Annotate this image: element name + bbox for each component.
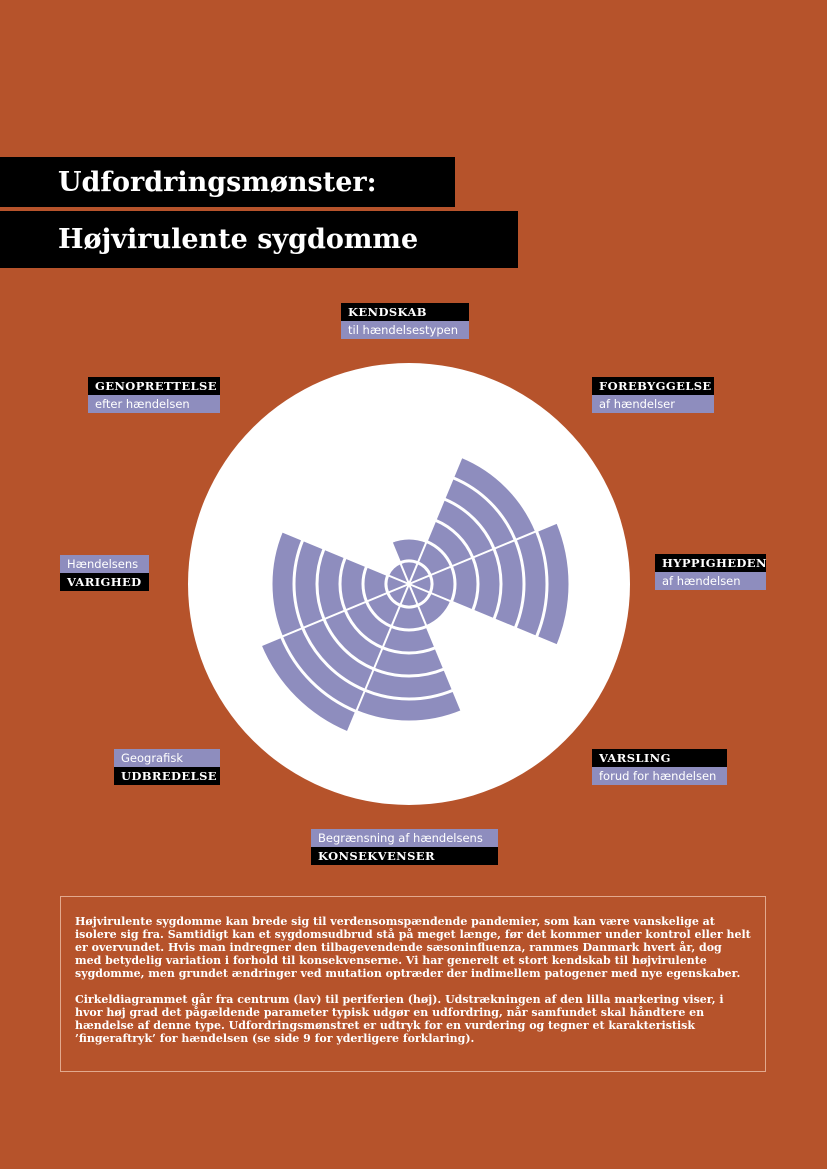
label-udbredelse	[114, 749, 220, 785]
label-udbredelse-top: Geografisk	[114, 749, 220, 767]
label-forebyggelse	[592, 377, 714, 413]
label-forebyggelse-bottom: af hændelser	[592, 395, 714, 413]
label-varighed	[60, 555, 149, 591]
description-paragraph-1: Højvirulente sygdomme kan brede sig til verdensomspændende pandemier, som kan være vanskelige at isolere sig fra. Samtidigt kan et sygdomsudbrud stå på meget længe, før det kommer under kontrol eller helt er overvundet. Hvis man indregner den tilbagevendende sæsoninfluenza, rammes Danmark hvert år, dog med betydelig variation i forhold til konsekvenserne. Vi har generelt et stort kendskab til højvirulente sygdomme, men grundet ændringer ved mutation optræder der indimellem patogener med nye egenskaber.	[75, 915, 751, 980]
label-varsling-top: VARSLING	[592, 749, 727, 767]
label-hyppigheden-bottom: af hændelsen	[655, 572, 766, 590]
label-hyppigheden	[655, 554, 766, 590]
title-line-1: Udfordringsmønster:	[0, 157, 455, 207]
label-varsling-bottom: forud for hændelsen	[592, 767, 727, 785]
label-kendskab	[341, 303, 469, 339]
label-kendskab-top: KENDSKAB	[341, 303, 469, 321]
label-genoprettelse-top: GENOPRETTELSE	[88, 377, 220, 395]
label-forebyggelse-top: FOREBYGGELSE	[592, 377, 714, 395]
label-konsekvenser-top: Begrænsning af hændelsens	[311, 829, 498, 847]
label-varsling	[592, 749, 727, 785]
label-varighed-bottom: VARIGHED	[60, 573, 149, 591]
label-kendskab-bottom: til hændelsestypen	[341, 321, 469, 339]
title-line-2: Højvirulente sygdomme	[0, 211, 518, 268]
label-varighed-top: Hændelsens	[60, 555, 149, 573]
label-konsekvenser-bottom: KONSEKVENSER	[311, 847, 498, 865]
label-hyppigheden-top: HYPPIGHEDEN	[655, 554, 766, 572]
label-konsekvenser	[311, 829, 498, 865]
description-box	[60, 896, 766, 1072]
label-genoprettelse-bottom: efter hændelsen	[88, 395, 220, 413]
label-udbredelse-bottom: UDBREDELSE	[114, 767, 220, 785]
label-genoprettelse	[88, 377, 220, 413]
description-paragraph-2: Cirkeldiagrammet går fra centrum (lav) til periferien (høj). Udstrækningen af den lilla markering viser, i hvor høj grad det pågældende parameter typisk udgør en udfordring, når samfundet skal håndtere en hændelse af denne type. Udfordringsmønstret er udtryk for en vurdering og tegner et karakteristisk ’fingeraftryk’ for hændelsen (se side 9 for yderligere forklaring).	[75, 993, 724, 1045]
